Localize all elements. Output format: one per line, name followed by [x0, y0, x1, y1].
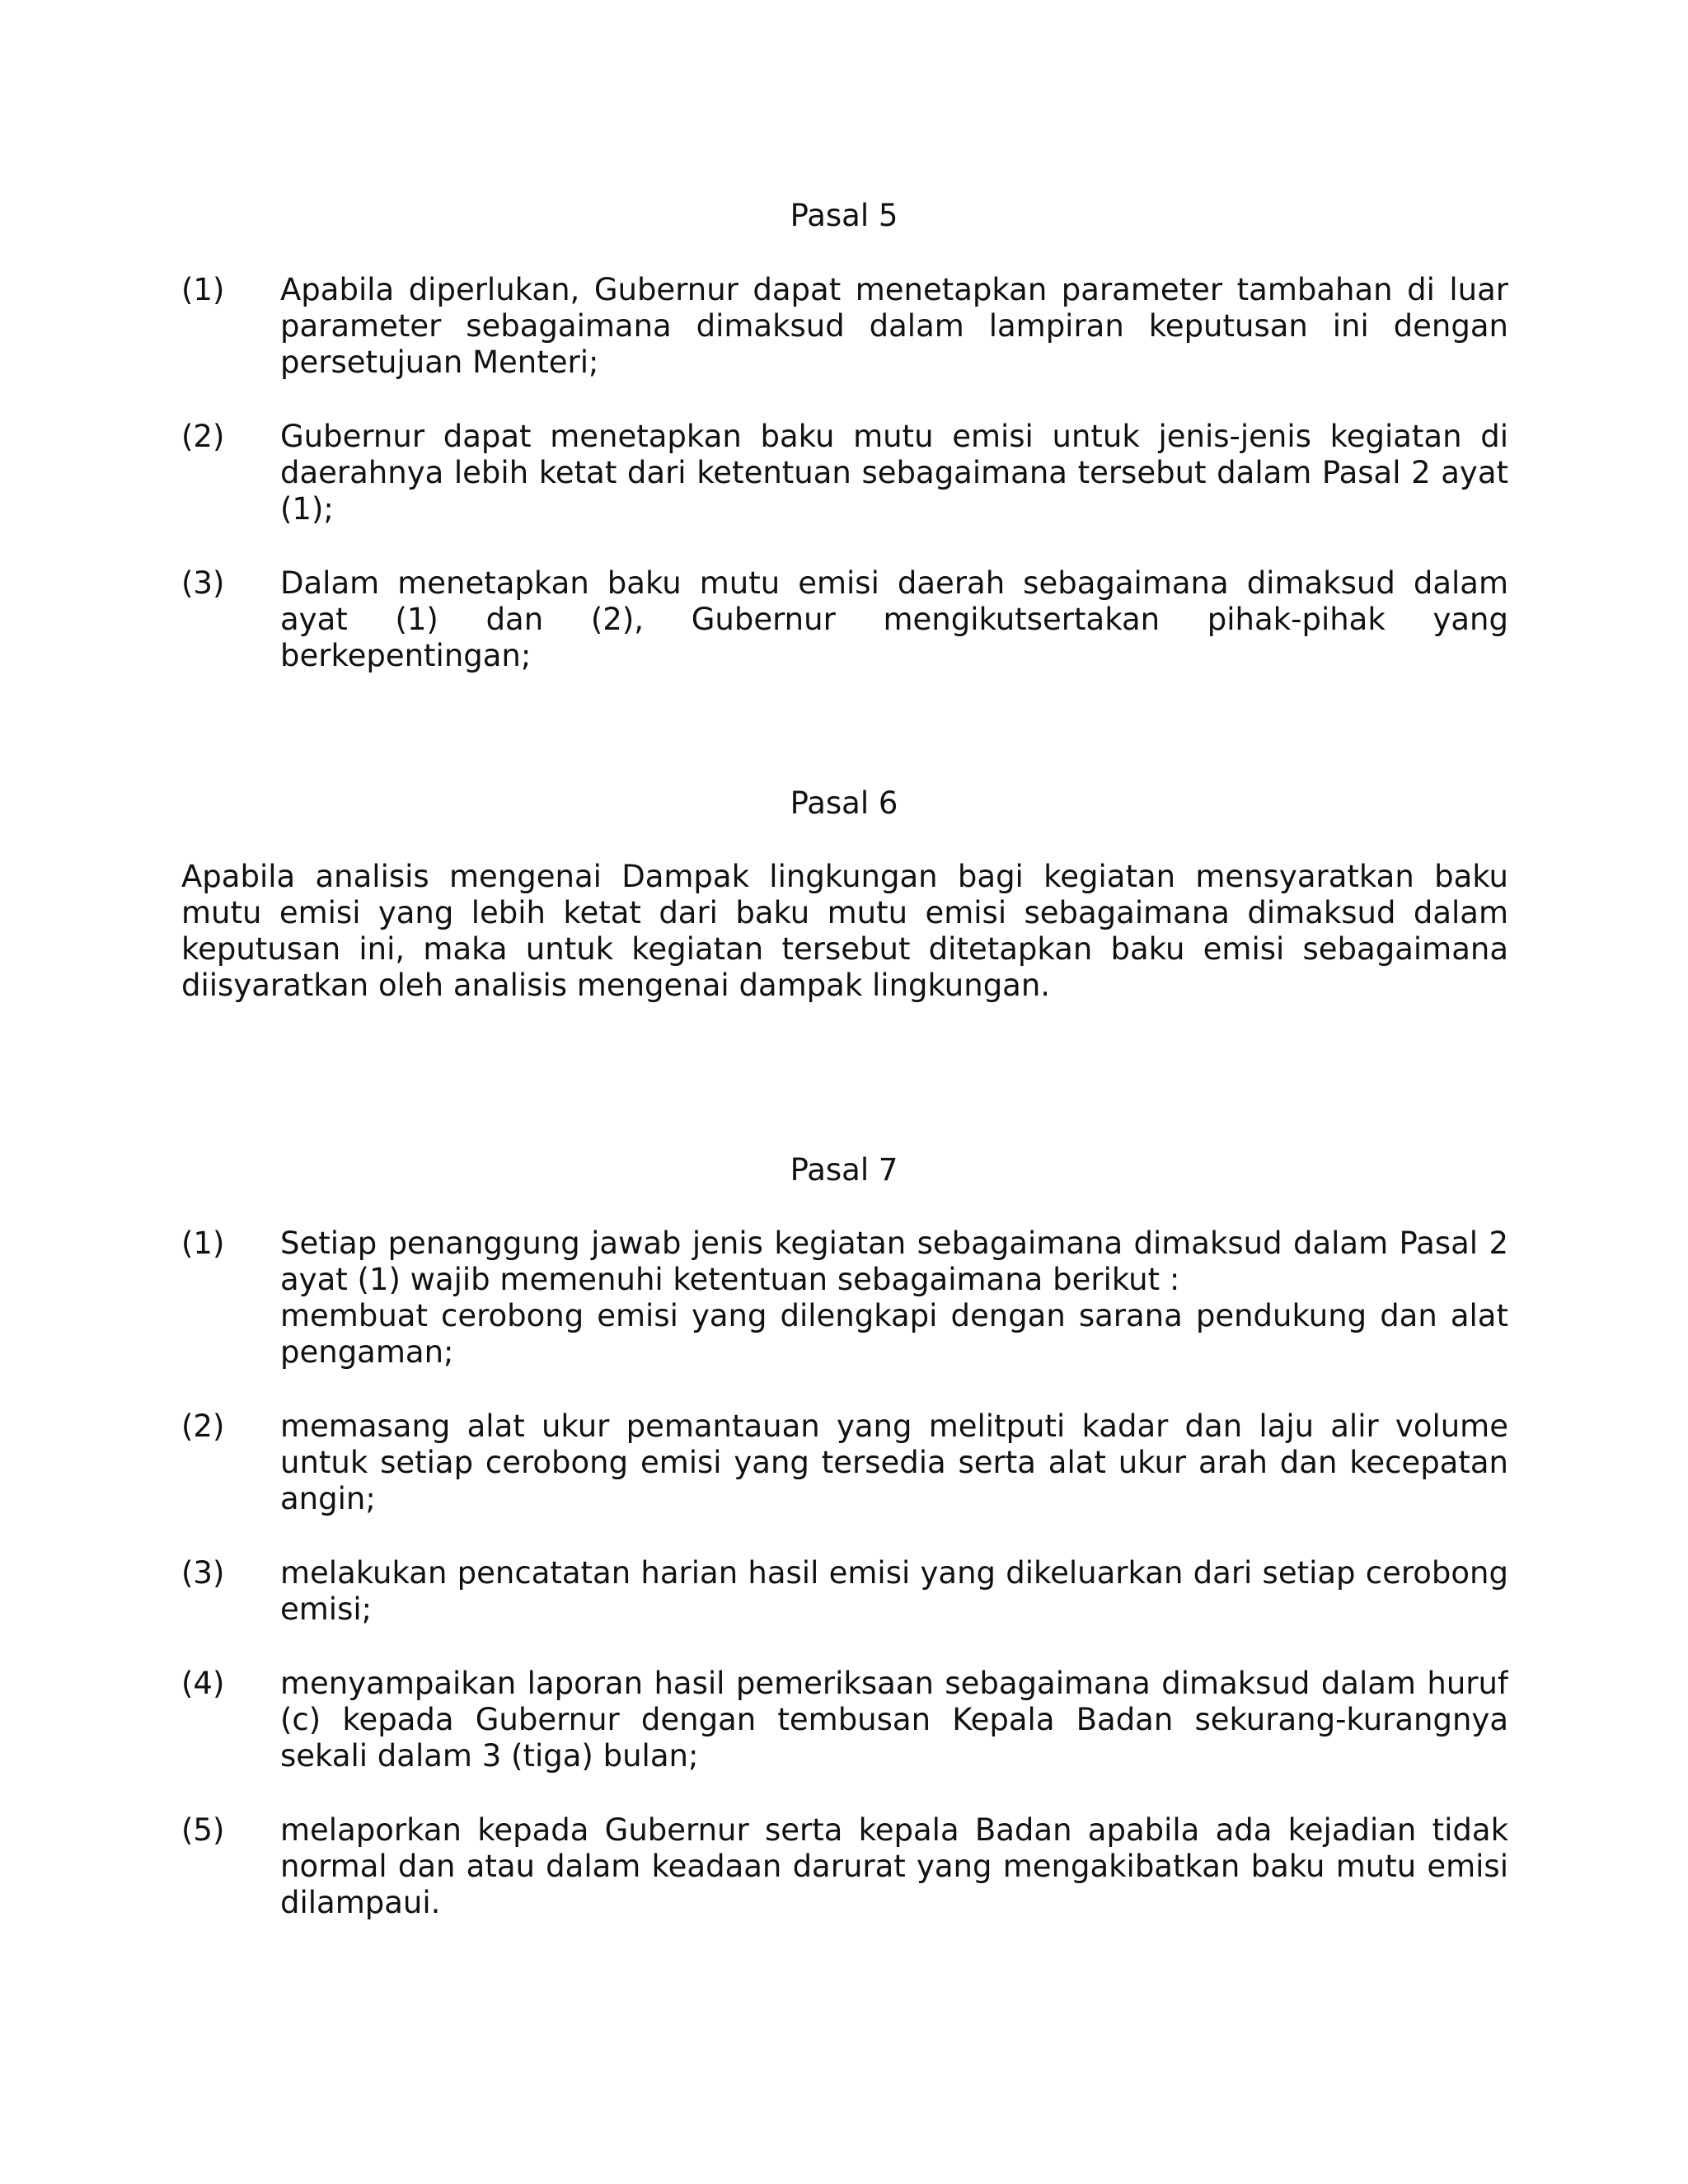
pasal-5-title: Pasal 5	[790, 198, 898, 233]
text-line: melakukan pencatatan harian hasil emisi yang dikeluarkan dari setiap cerobong	[280, 1555, 1508, 1591]
item-number: (2)	[181, 1408, 225, 1444]
text-line: untuk setiap cerobong emisi yang tersedia serta alat ukur arah dan kecepatan	[280, 1445, 1508, 1480]
text-line: dilampaui.	[280, 1885, 441, 1920]
text-line: Setiap penanggung jawab jenis kegiatan sebagaimana dimaksud dalam Pasal 2	[280, 1226, 1508, 1261]
item-text	[280, 1812, 1508, 1921]
text-line: ayat (1) wajib memenuhi ketentuan sebagaimana berikut :	[280, 1262, 1180, 1297]
text-line: keputusan ini, maka untuk kegiatan tersebut ditetapkan baku emisi sebagaimana	[181, 931, 1508, 967]
text-line: pengaman;	[280, 1334, 454, 1370]
item-text	[280, 272, 1508, 381]
text-line: melaporkan kepada Gubernur serta kepala Badan apabila ada kejadian tidak	[280, 1812, 1508, 1848]
item-text	[280, 419, 1508, 527]
text-line: membuat cerobong emisi yang dilengkapi dengan sarana pendukung dan alat	[280, 1298, 1508, 1333]
text-line: Dalam menetapkan baku mutu emisi daerah sebagaimana dimaksud dalam	[280, 565, 1508, 601]
item-number: (5)	[181, 1812, 225, 1848]
text-line: normal dan atau dalam keadaan darurat yang mengakibatkan baku mutu emisi	[280, 1849, 1508, 1884]
pasal-6-title: Pasal 6	[790, 785, 898, 821]
text-line: sekali dalam 3 (tiga) bulan;	[280, 1738, 699, 1774]
item-text	[280, 565, 1508, 674]
pasal-7-title: Pasal 7	[790, 1152, 898, 1188]
text-line: ayat (1) dan (2), Gubernur mengikutsertakan pihak-pihak yang	[280, 602, 1508, 637]
text-line: daerahnya lebih ketat dari ketentuan sebagaimana tersebut dalam Pasal 2 ayat	[280, 455, 1508, 490]
text-line: parameter sebagaimana dimaksud dalam lampiran keputusan ini dengan	[280, 308, 1508, 344]
text-line: mutu emisi yang lebih ketat dari baku mutu emisi sebagaimana dimaksud dalam	[181, 895, 1508, 930]
text-line: Apabila analisis mengenai Dampak lingkungan bagi kegiatan mensyaratkan baku	[181, 859, 1508, 894]
text-line: angin;	[280, 1481, 376, 1516]
item-number: (3)	[181, 1555, 225, 1591]
item-number: (1)	[181, 272, 225, 307]
item-text	[280, 1555, 1508, 1628]
text-line: (c) kepada Gubernur dengan tembusan Kepala Badan sekurang-kurangnya	[280, 1702, 1508, 1737]
text-line: Gubernur dapat menetapkan baku mutu emisi untuk jenis-jenis kegiatan di	[280, 419, 1508, 454]
text-line: persetujuan Menteri;	[280, 344, 599, 380]
item-text	[280, 1226, 1508, 1371]
item-text	[280, 1408, 1508, 1517]
text-line: menyampaikan laporan hasil pemeriksaan sebagaimana dimaksud dalam huruf	[280, 1666, 1508, 1701]
pasal-6-paragraph	[181, 859, 1508, 1004]
text-line: emisi;	[280, 1591, 373, 1627]
text-line: berkepentingan;	[280, 638, 532, 673]
text-line: (1);	[280, 491, 334, 527]
item-number: (4)	[181, 1666, 225, 1701]
item-number: (3)	[181, 565, 225, 601]
text-line: diisyaratkan oleh analisis mengenai dampak lingkungan.	[181, 968, 1051, 1003]
item-text	[280, 1666, 1508, 1774]
item-number: (2)	[181, 419, 225, 454]
text-line: memasang alat ukur pemantauan yang melitputi kadar dan laju alir volume	[280, 1408, 1508, 1444]
item-number: (1)	[181, 1226, 225, 1261]
text-line: Apabila diperlukan, Gubernur dapat menetapkan parameter tambahan di luar	[280, 272, 1508, 307]
